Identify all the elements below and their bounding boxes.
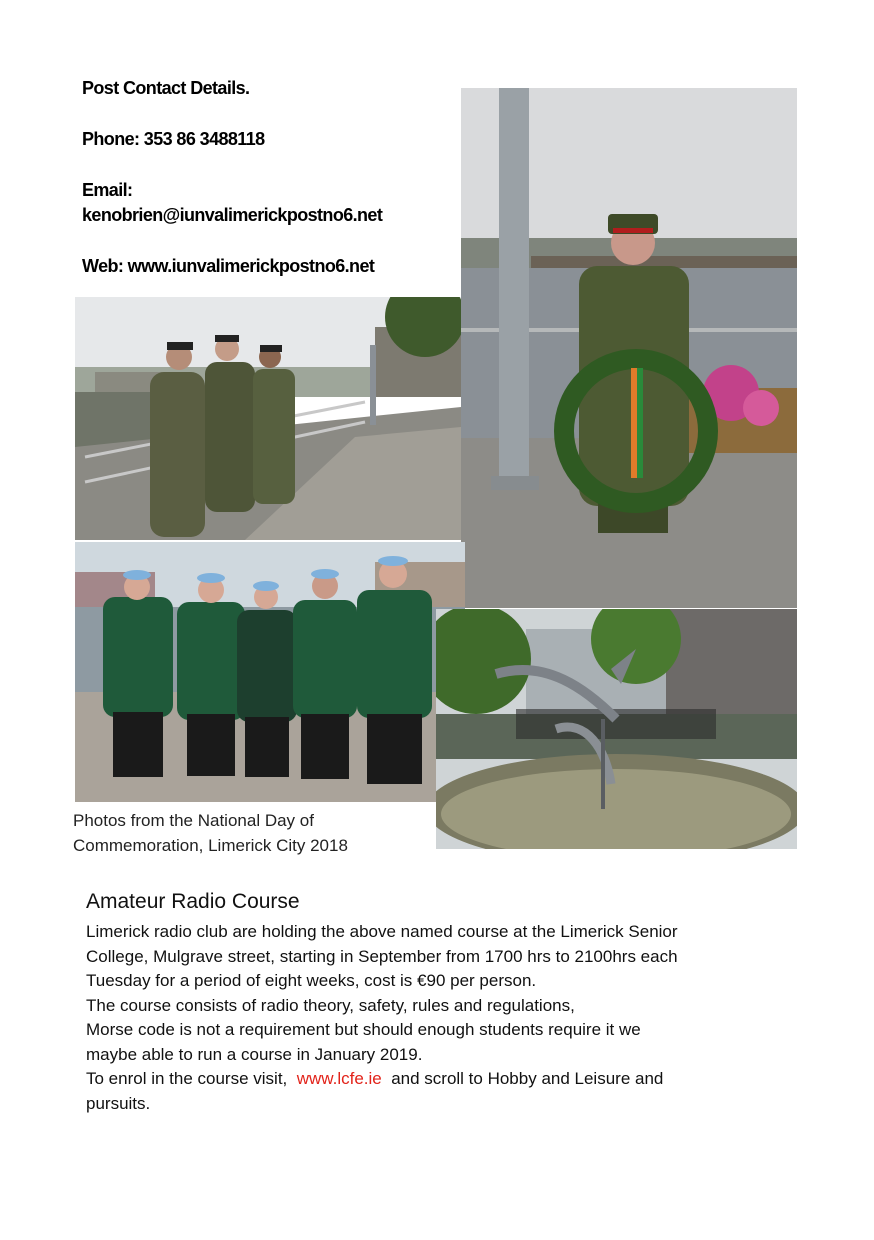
photo-officer-wreath: [461, 88, 797, 608]
course-description: [86, 920, 806, 1116]
photo-caption: [73, 808, 433, 858]
contact-web[interactable]: Web: www.iunvalimerickpostno6.net: [82, 256, 375, 276]
course-line: Limerick radio club are holding the above named course at the Limerick Senior: [86, 922, 678, 941]
course-line: College, Mulgrave street, starting in September from 1700 hrs to 2100hrs each: [86, 946, 678, 966]
lcfe-link[interactable]: www.lcfe.ie: [296, 1069, 382, 1088]
caption-line-2: Commemoration, Limerick City 2018: [73, 836, 348, 855]
photo-veterans-group: [75, 542, 465, 802]
contact-phone: Phone: 353 86 3488118: [82, 129, 265, 149]
contact-email[interactable]: kenobrien@iunvalimerickpostno6.net: [82, 205, 383, 225]
course-line: Morse code is not a requirement but should enough students require it we: [86, 1020, 641, 1039]
contact-heading: Post Contact Details.: [82, 78, 250, 98]
course-enrol-text-end: and scroll to Hobby and Leisure and: [381, 1069, 664, 1088]
course-line: maybe able to run a course in January 2019.: [86, 1044, 423, 1064]
photo-soldiers-riverside: [75, 297, 461, 540]
caption-line-1: Photos from the National Day of: [73, 811, 314, 830]
contact-details: [82, 76, 462, 279]
course-line: pursuits.: [86, 1093, 151, 1113]
course-title: Amateur Radio Course: [86, 890, 300, 913]
course-enrol-text: To enrol in the course visit,: [86, 1069, 297, 1088]
course-line: Tuesday for a period of eight weeks, cost is €90 per person.: [86, 971, 537, 990]
contact-email-label: Email:: [82, 180, 133, 200]
course-line: The course consists of radio theory, safety, rules and regulations,: [86, 995, 575, 1015]
course-line: [86, 1067, 806, 1092]
photo-crane-sculpture: [436, 609, 797, 849]
